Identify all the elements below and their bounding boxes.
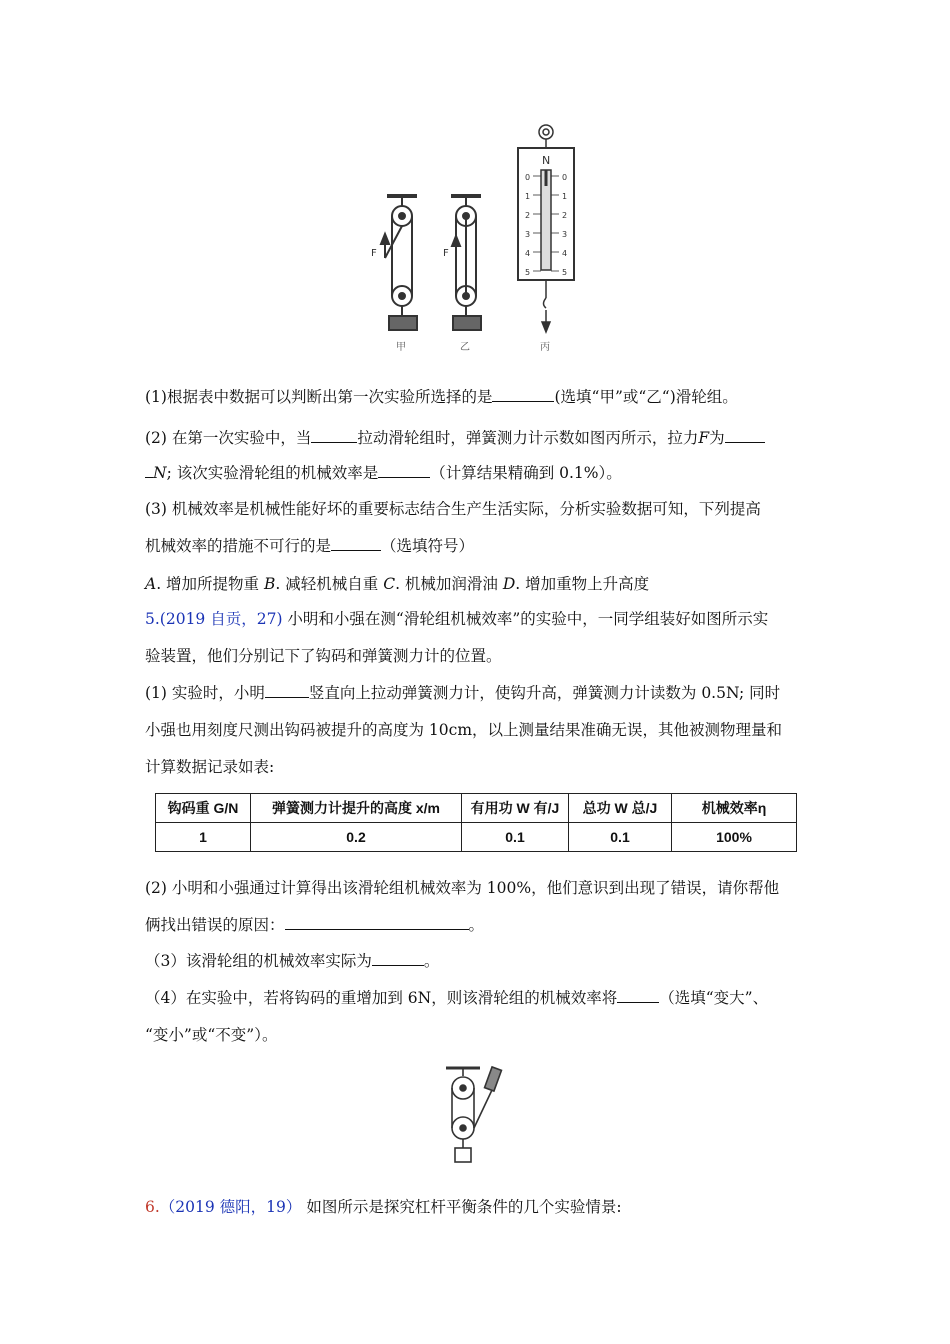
scale-mark-5-right: 5 — [562, 268, 568, 277]
answer-blank[interactable] — [617, 988, 659, 1003]
pulley-system-jia — [381, 196, 417, 330]
pulley-figure-1 — [365, 118, 595, 358]
answer-blank[interactable] — [285, 915, 469, 930]
scale-mark-0: 0 — [525, 173, 531, 182]
table-header: 钩码重 G/N — [156, 794, 251, 823]
q5-intro-line2: 验装置，他们分别记下了钩码和弹簧测力计的位置。 — [145, 647, 502, 665]
scale-mark-4-right: 4 — [562, 249, 568, 258]
scale-mark-1-right: 1 — [562, 192, 568, 201]
force-label-jia: F — [371, 248, 377, 259]
scale-mark-1: 1 — [525, 192, 531, 201]
answer-blank[interactable] — [492, 387, 554, 402]
scale-mark-0-right: 0 — [562, 173, 568, 182]
table-cell: 1 — [156, 823, 251, 852]
scale-mark-5: 5 — [525, 268, 531, 277]
pulley-system-yi — [451, 196, 481, 330]
scale-mark-4: 4 — [525, 249, 531, 258]
table-row — [156, 823, 797, 852]
label-bing: 丙 — [540, 342, 550, 353]
table-cell: 0.1 — [462, 823, 569, 852]
scale-mark-3-right: 3 — [562, 230, 568, 239]
table-header: 机械效率η — [672, 794, 797, 823]
q5-part2-line1: (2) 小明和小强通过计算得出该滑轮组机械效率为 100%，他们意识到出现了错误，请你帮他 — [145, 879, 780, 897]
table-cell: 0.1 — [569, 823, 672, 852]
scale-mark-2: 2 — [525, 211, 531, 220]
q4-part2-line1: (2) 在第一次实验中，当 拉动滑轮组时，弹簧测力计示数如图丙所示，拉力F为 — [145, 428, 765, 448]
answer-blank[interactable] — [372, 951, 424, 966]
pulley-figure-2 — [440, 1062, 510, 1167]
label-yi: 乙 — [460, 342, 470, 353]
q4-options: A. 增加所提物重 B. 减轻机械自重 C. 机械加润滑油 D. 增加重物上升高度 — [145, 575, 650, 593]
q5-part1-line2: 小强也用刻度尺测出钩码被提升的高度为 10cm，以上测量结果准确无误，其他被测物理量和 — [145, 721, 783, 739]
answer-blank[interactable] — [331, 536, 381, 551]
q5-part2-line2: 俩找出错误的原因： 。 — [145, 916, 485, 934]
answer-blank[interactable] — [311, 428, 357, 443]
q5-part1-line1: (1) 实验时，小明 竖直向上拉动弹簧测力计，使钩升高，弹簧测力计读数为 0.5N; 同时 — [145, 684, 781, 702]
label-jia: 甲 — [396, 342, 406, 353]
q5-part3: （3）该滑轮组的机械效率实际为 。 — [145, 952, 440, 970]
q5-part4-line1: （4）在实验中，若将钩码的重增加到 6N，则该滑轮组的机械效率将 （选填“变大”、 — [145, 989, 769, 1007]
q6-line: 6.（2019 德阳，19） 如图所示是探究杠杆平衡条件的几个实验情景: — [145, 1198, 622, 1216]
table-header-row — [156, 794, 797, 823]
answer-blank[interactable] — [265, 683, 309, 698]
q4-part3-line2: 机械效率的措施不可行的是 （选填符号） — [145, 537, 475, 555]
data-table — [155, 793, 797, 852]
answer-blank[interactable] — [378, 463, 430, 478]
table-header: 总功 W 总/J — [569, 794, 672, 823]
q4-part1: (1)根据表中数据可以判断出第一次实验所选择的是 (选填“甲”或“乙“)滑轮组。 — [145, 388, 738, 406]
force-label-yi: F — [443, 248, 449, 259]
q4-part3-line1: (3) 机械效率是机械性能好坏的重要标志结合生产生活实际，分析实验数据可知，下列提高 — [145, 500, 761, 518]
q5-intro-line1: 5.(2019 自贡，27) 小明和小强在测“滑轮组机械效率”的实验中，一同学组装好如图所示实 — [145, 610, 769, 628]
answer-blank[interactable] — [725, 428, 765, 443]
table-cell: 0.2 — [251, 823, 462, 852]
scale-mark-2-right: 2 — [562, 211, 568, 220]
q4-part2-line2: N; 该次实验滑轮组的机械效率是 （计算结果精确到 0.1%）。 — [145, 463, 622, 483]
table-header: 有用功 W 有/J — [462, 794, 569, 823]
table-cell: 100% — [672, 823, 797, 852]
q5-part1-line3: 计算数据记录如表: — [145, 758, 275, 776]
scale-mark-3: 3 — [525, 230, 531, 239]
scale-unit: N — [542, 154, 551, 167]
table-header: 弹簧测力计提升的高度 x/m — [251, 794, 462, 823]
answer-blank[interactable] — [145, 463, 153, 478]
q5-part4-line2: “变小”或“不变”）。 — [145, 1026, 278, 1044]
